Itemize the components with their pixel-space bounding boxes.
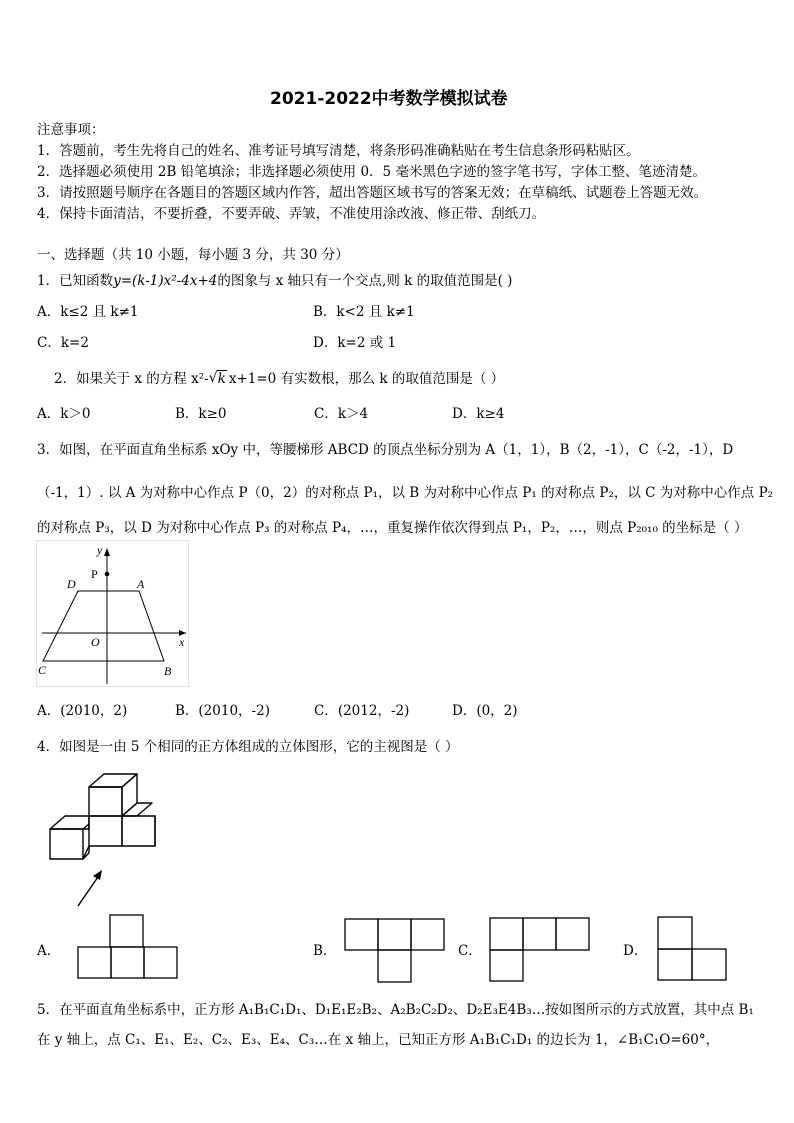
label-o: O (91, 635, 100, 649)
joint (83, 846, 89, 859)
right-cube-front (122, 816, 155, 846)
square (78, 947, 111, 978)
square (110, 915, 143, 947)
question-3-line2: （-1，1）. 以 A 为对称中心作点 P（0，2）的对称点 P₁，以 B 为对称中心作点 P₁ 的对称点 P₂，以 C 为对称中心作点 P₂ (37, 485, 774, 501)
notice-item: 4．保持卡面清洁，不要折叠，不要弄破、弄皱，不准使用涂改液、修正带、刮纸刀。 (37, 206, 546, 222)
q4-option-b-figure[interactable] (344, 918, 448, 984)
page-title: 2021-2022中考数学模拟试卷 (270, 89, 508, 109)
square (523, 918, 556, 950)
question-3-line1: 3．如图，在平面直角坐标系 xOy 中，等腰梯形 ABCD 的顶点坐标分别为 A（1，1），B（2，-1），C（-2，-1），D (37, 442, 734, 458)
left-cube-top (50, 816, 89, 829)
view-arrow (78, 874, 100, 906)
square (144, 947, 177, 978)
question-3-line3: 的对称点 P₃，以 D 为对称中心作点 P₃ 的对称点 P₄，…，重复操作依次得到点 P₁，P₂，…，则点 P₂₀₁₀ 的坐标是（ ） (37, 520, 748, 536)
q1-option-d[interactable]: D．k=2 或 1 (313, 335, 397, 351)
q4-option-d-figure[interactable] (657, 916, 729, 982)
q2-radicand: k (217, 371, 226, 387)
notice-item: 2．选择题必须使用 2B 铅笔填涂；非选择题必须使用 0．5 毫米黑色字迹的签字笔书写，字体工整、笔迹清楚。 (37, 164, 706, 180)
square (658, 949, 692, 980)
q4-option-a-label[interactable]: A． (37, 943, 61, 959)
square (111, 947, 144, 978)
q1-option-a[interactable]: A．k≤2 且 k≠1 (37, 304, 139, 320)
q1-formula: y=(k-1)x²-4x+4 (113, 273, 218, 289)
mid-cube-front (89, 816, 122, 846)
top-cube-front (89, 787, 122, 816)
square (490, 950, 523, 981)
square (692, 949, 726, 980)
notice-heading: 注意事项： (37, 122, 105, 138)
section-heading: 一、选择题（共 10 小题，每小题 3 分，共 30 分） (37, 247, 349, 263)
question-4: 4．如图是一由 5 个相同的正方体组成的立体图形，它的主视图是（ ） (37, 739, 459, 755)
q2-pre: 2．如果关于 x 的方程 x²- (54, 371, 209, 387)
square (556, 918, 589, 950)
point-p (105, 572, 110, 577)
question-1 (37, 272, 512, 290)
trapezoid-abcd (43, 591, 164, 661)
question-5-line1: 5．在平面直角坐标系中，正方形 A₁B₁C₁D₁、D₁E₁E₂B₂、A₂B₂C₂D₂、D₂E₃E4B₃…按如图所示的方式放置，其中点 B₁ (37, 1002, 754, 1018)
trapezoid-figure (36, 540, 190, 688)
square (378, 950, 411, 982)
q4-option-c-figure[interactable] (489, 917, 593, 983)
notice-item: 1．答题前，考生先将自己的姓名、准考证号填写清楚，将条形码准确粘贴在考生信息条形码粘贴区。 (37, 143, 640, 159)
y-axis-arrow (104, 548, 110, 556)
q3-option-d[interactable]: D．(0，2) (452, 703, 518, 719)
q2-option-c[interactable]: C．k＞4 (314, 406, 369, 422)
q4-option-b-label[interactable]: B． (313, 943, 337, 959)
q4-option-a-figure[interactable] (77, 914, 181, 980)
label-a: A (137, 577, 145, 591)
cube-solid-figure (44, 772, 164, 912)
label-b: B (164, 664, 172, 678)
square (490, 918, 523, 950)
q4-option-d-label[interactable]: D． (623, 943, 648, 959)
q3-option-b[interactable]: B．(2010，-2) (175, 703, 270, 719)
square (378, 919, 411, 950)
sqrt-symbol: √ k (208, 370, 226, 387)
view-arrow-head (93, 870, 102, 880)
left-cube-edge (83, 824, 89, 829)
q2-option-a[interactable]: A．k＞0 (37, 406, 91, 422)
square (411, 919, 444, 950)
q4-option-c-label[interactable]: C． (458, 943, 482, 959)
question-2 (54, 370, 504, 388)
label-c: C (38, 663, 47, 677)
q1-option-c[interactable]: C．k=2 (37, 335, 89, 351)
square (658, 917, 692, 949)
label-d: D (67, 577, 76, 591)
q1-pre: 1．已知函数 (37, 273, 114, 289)
question-5-line2: 在 y 轴上，点 C₁、E₁、E₂、C₂、E₃、E₄、C₃…在 x 轴上，已知正方形 A₁B₁C₁D₁ 的边长为 1，∠B₁C₁O=60°， (37, 1032, 720, 1048)
q3-option-c[interactable]: C．(2012，-2) (314, 703, 410, 719)
q1-option-b[interactable]: B．k<2 且 k≠1 (313, 304, 415, 320)
q2-option-d[interactable]: D．k≥4 (452, 406, 505, 422)
label-x: x (179, 635, 185, 649)
right-cube-top (122, 803, 152, 816)
q2-option-b[interactable]: B．k≥0 (175, 406, 227, 422)
q1-post: 的图象与 x 轴只有一个交点,则 k 的取值范围是( ) (217, 273, 513, 289)
left-cube-front (50, 829, 83, 859)
label-y: y (97, 543, 103, 557)
q2-post: x+1=0 有实数根，那么 k 的取值范围是（ ） (228, 371, 505, 387)
notice-item: 3．请按照题号顺序在各题目的答题区域内作答，超出答题区域书写的答案无效；在草稿纸、试题卷上答题无效。 (37, 185, 708, 201)
label-p: P (91, 567, 98, 581)
square (345, 919, 378, 950)
q3-option-a[interactable]: A．(2010，2) (37, 703, 128, 719)
